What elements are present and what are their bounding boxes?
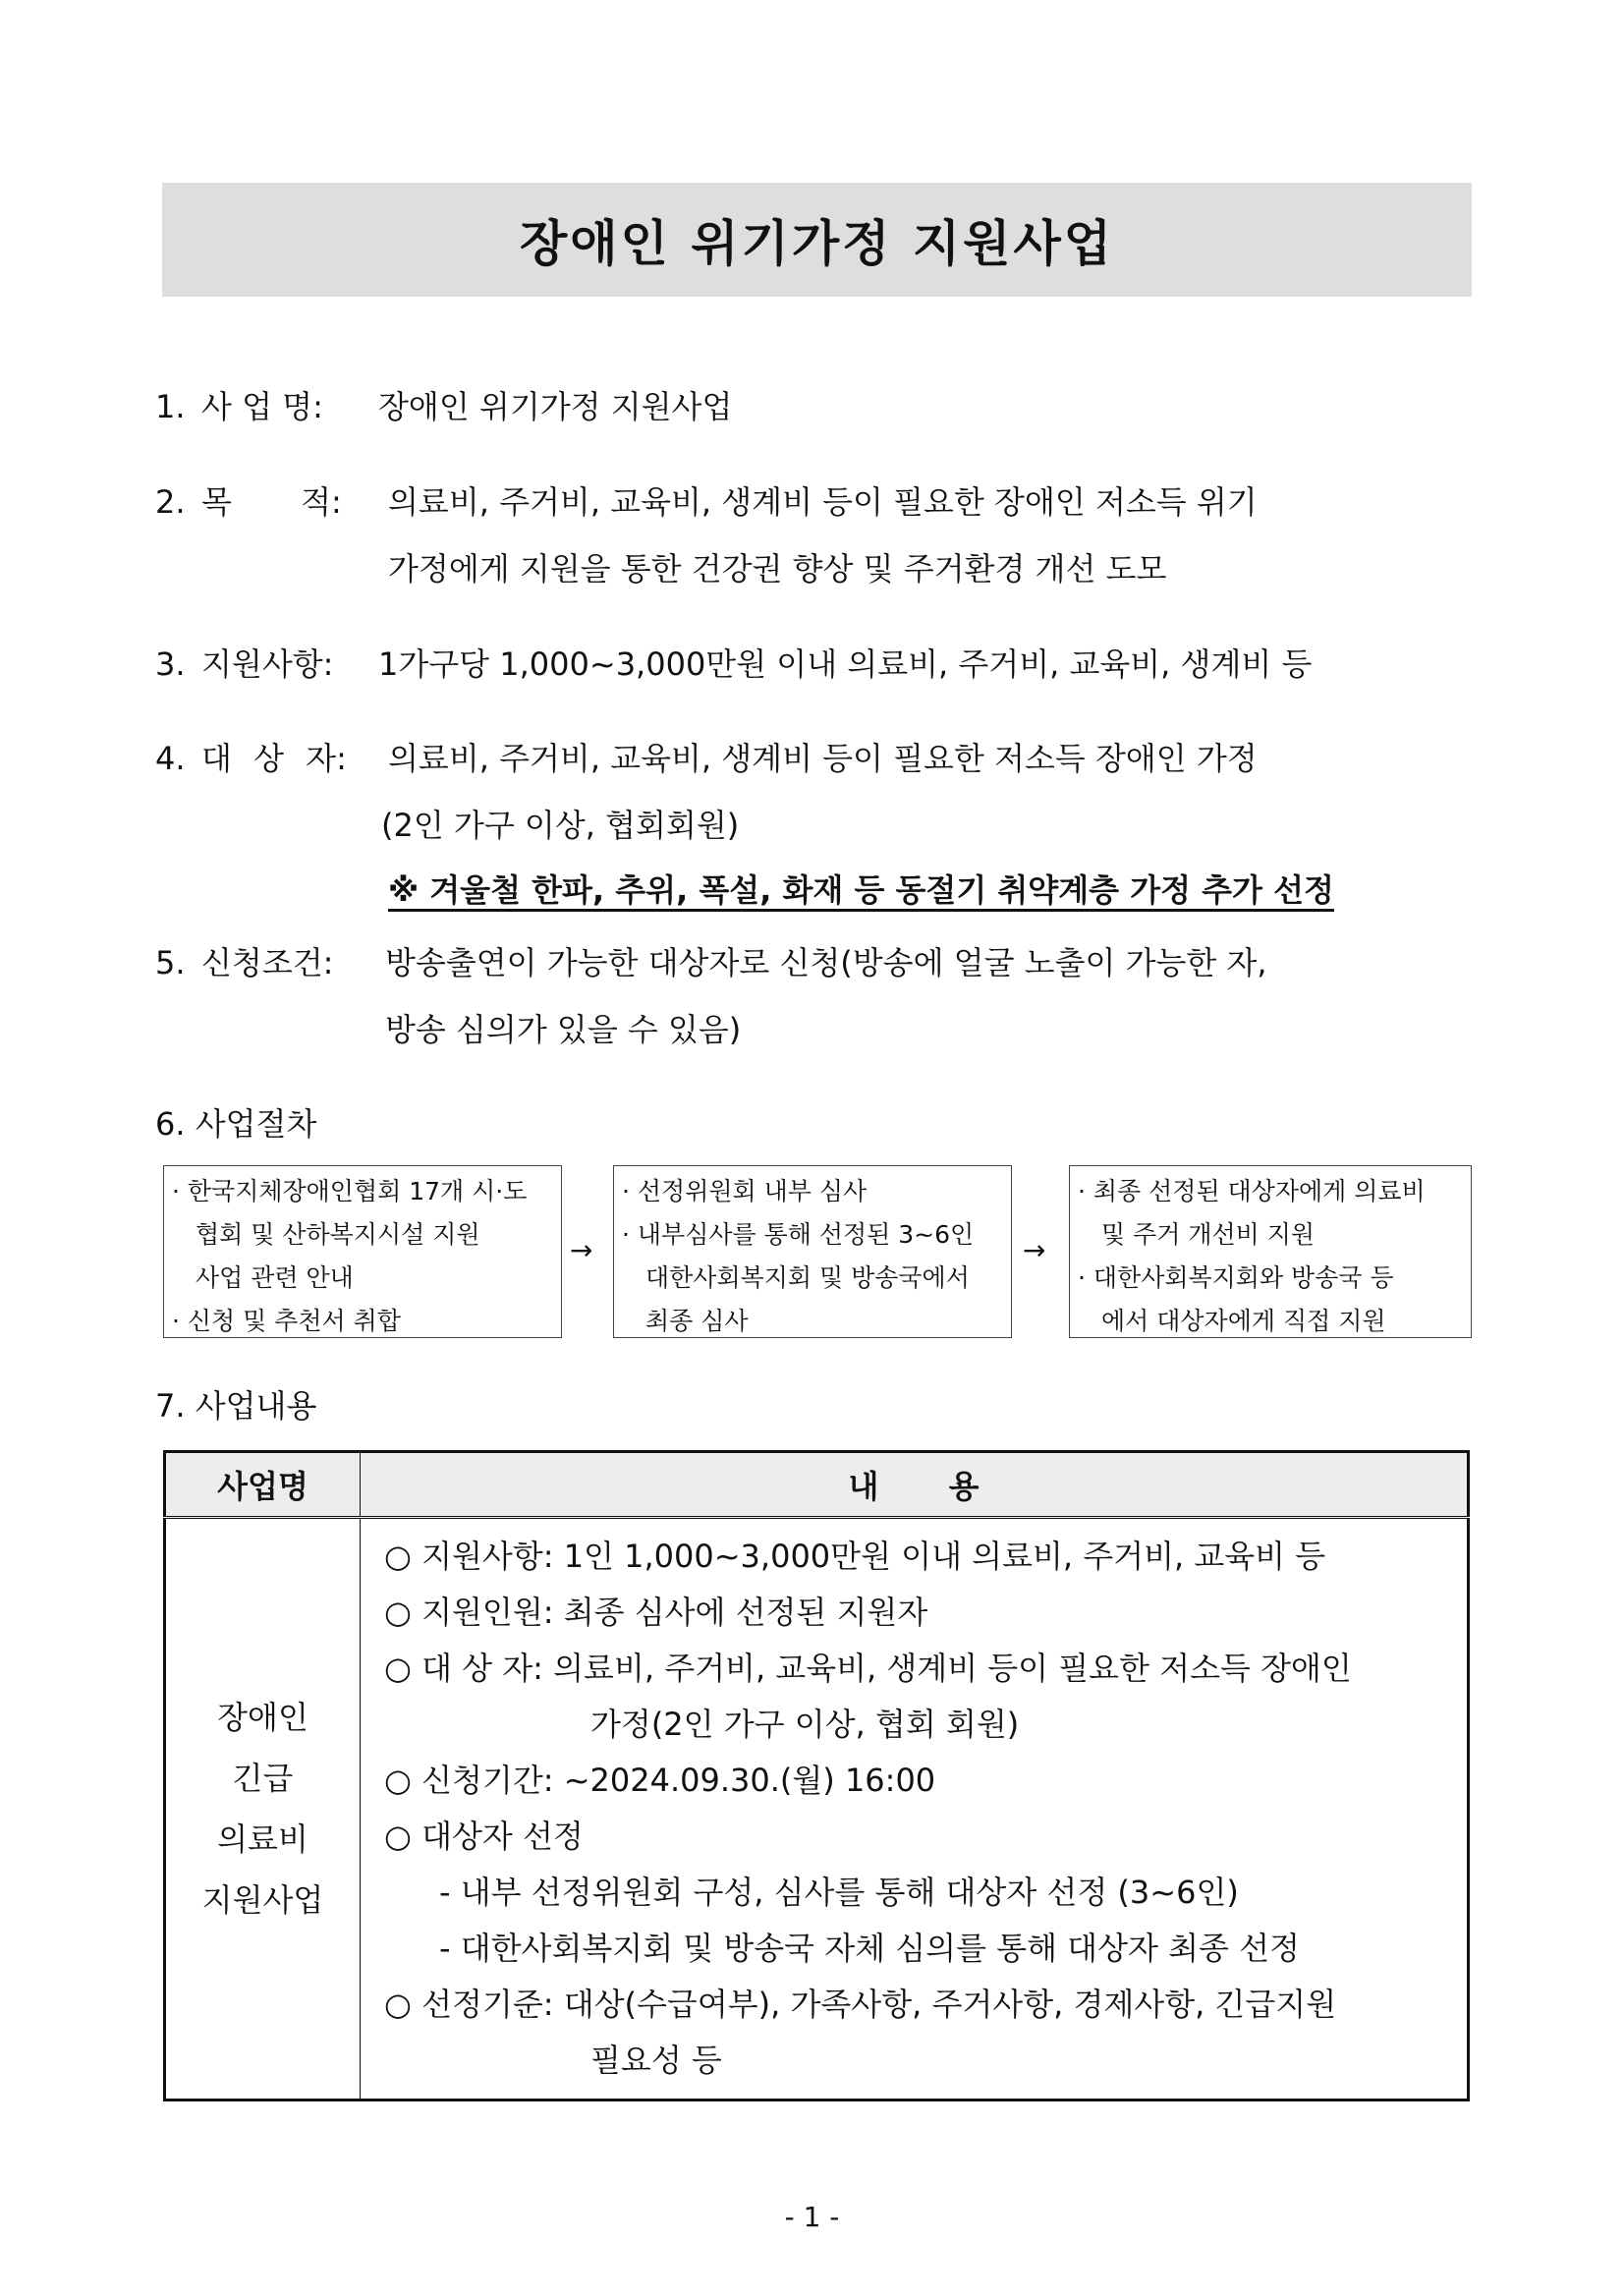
content-item: - 대한사회복지회 및 방송국 자체 심의를 통해 대상자 최종 선정 <box>439 1930 1300 1967</box>
section-2 <box>0 482 1624 588</box>
program-name-line: 의료비 <box>217 1820 308 1858</box>
program-name-line: 장애인 <box>217 1699 308 1736</box>
content-item: ○ 지원인원: 최종 심사에 선정된 지원자 <box>384 1594 928 1631</box>
page-number: - 1 - <box>784 2201 840 2233</box>
section-text-line: 방송출연이 가능한 대상자로 신청(방송에 얼굴 노출이 가능한 자, <box>385 944 1267 981</box>
section-number: 5. <box>155 944 186 981</box>
content-item: ○ 신청기간: ~2024.09.30.(월) 16:00 <box>384 1762 936 1799</box>
section-7-heading: 7. 사업내용 <box>155 1387 317 1425</box>
table-header-row <box>165 1452 1469 1518</box>
section-text-line: 가정에게 지원을 통한 건강권 향상 및 주거환경 개선 도모 <box>388 550 1167 588</box>
procedure-item: 사업 관련 안내 <box>196 1263 354 1292</box>
winter-note: ※ 겨울철 한파, 추위, 폭설, 화재 등 동절기 취약계층 가정 추가 선정 <box>388 871 1334 909</box>
procedure-item: · 선정위원회 내부 심사 <box>622 1177 868 1205</box>
procedure-item: 최종 심사 <box>645 1307 749 1335</box>
section-text-line: 의료비, 주거비, 교육비, 생계비 등이 필요한 장애인 저소득 위기 <box>388 483 1258 521</box>
section-text-line: (2인 가구 이상, 협회회원) <box>381 807 740 844</box>
page-title: 장애인 위기가정 지원사업 <box>519 215 1115 272</box>
section-6-heading: 6. 사업절차 <box>155 1105 317 1143</box>
section-3 <box>0 644 1624 684</box>
program-content-cell <box>361 1518 1469 2100</box>
content-item: ○ 선정기준: 대상(수급여부), 가족사항, 주거사항, 경제사항, 긴급지원 <box>384 1986 1337 2023</box>
procedure-item: · 신청 및 추천서 취합 <box>172 1307 401 1335</box>
section-label: 사 업 명: <box>201 388 323 425</box>
section-1 <box>0 387 1624 426</box>
header-content: 내 용 <box>361 1452 1469 1518</box>
section-label: 지원사항: <box>201 645 334 683</box>
flow-arrow: → <box>1023 1234 1046 1266</box>
procedure-step-2 <box>613 1165 1012 1338</box>
procedure-item: 및 주거 개선비 지원 <box>1101 1220 1316 1249</box>
procedure-item: · 최종 선정된 대상자에게 의료비 <box>1078 1177 1426 1205</box>
section-label: 목 적: <box>201 483 342 521</box>
section-text: 1가구당 1,000~3,000만원 이내 의료비, 주거비, 교육비, 생계비 등 <box>378 645 1313 683</box>
section-number: 1. <box>155 388 186 425</box>
section-number: 3. <box>155 645 186 683</box>
procedure-item: · 한국지체장애인협회 17개 시·도 <box>172 1177 528 1205</box>
section-number: 2. <box>155 483 186 521</box>
procedure-item: · 대한사회복지회와 방송국 등 <box>1078 1263 1394 1292</box>
program-name-line: 지원사업 <box>201 1881 324 1919</box>
title-banner <box>162 183 1472 297</box>
content-item: 필요성 등 <box>590 2042 722 2079</box>
section-number: 4. <box>155 740 186 777</box>
procedure-item: 에서 대상자에게 직접 지원 <box>1101 1307 1386 1335</box>
content-item: ○ 대상자 선정 <box>384 1818 584 1855</box>
procedure-item: 대한사회복지회 및 방송국에서 <box>645 1263 970 1292</box>
header-program-name: 사업명 <box>165 1452 361 1518</box>
procedure-step-3 <box>1069 1165 1472 1338</box>
content-item: 가정(2인 가구 이상, 협회 회원) <box>590 1706 1020 1743</box>
flow-arrow: → <box>570 1234 593 1266</box>
content-item: ○ 지원사항: 1인 1,000~3,000만원 이내 의료비, 주거비, 교육비 등 <box>384 1538 1326 1575</box>
section-text-line: 의료비, 주거비, 교육비, 생계비 등이 필요한 저소득 장애인 가정 <box>388 740 1258 777</box>
program-name-cell <box>165 1518 361 2100</box>
procedure-item: · 내부심사를 통해 선정된 3~6인 <box>622 1220 975 1249</box>
content-item: ○ 대 상 자: 의료비, 주거비, 교육비, 생계비 등이 필요한 저소득 장애인 <box>384 1650 1352 1687</box>
section-label: 대 상 자: <box>201 740 347 777</box>
procedure-item: 협회 및 산하복지시설 지원 <box>196 1220 480 1249</box>
table-row <box>165 1518 1469 2100</box>
section-text-line: 방송 심의가 있을 수 있음) <box>385 1011 742 1048</box>
content-item: - 내부 선정위원회 구성, 심사를 통해 대상자 선정 (3~6인) <box>439 1874 1239 1911</box>
program-table <box>163 1450 1470 2101</box>
procedure-step-1 <box>163 1165 562 1338</box>
section-4 <box>0 739 1624 916</box>
section-label: 신청조건: <box>201 944 334 981</box>
section-5 <box>0 943 1624 1048</box>
section-text: 장애인 위기가정 지원사업 <box>378 388 733 425</box>
program-name-line: 긴급 <box>232 1760 294 1797</box>
